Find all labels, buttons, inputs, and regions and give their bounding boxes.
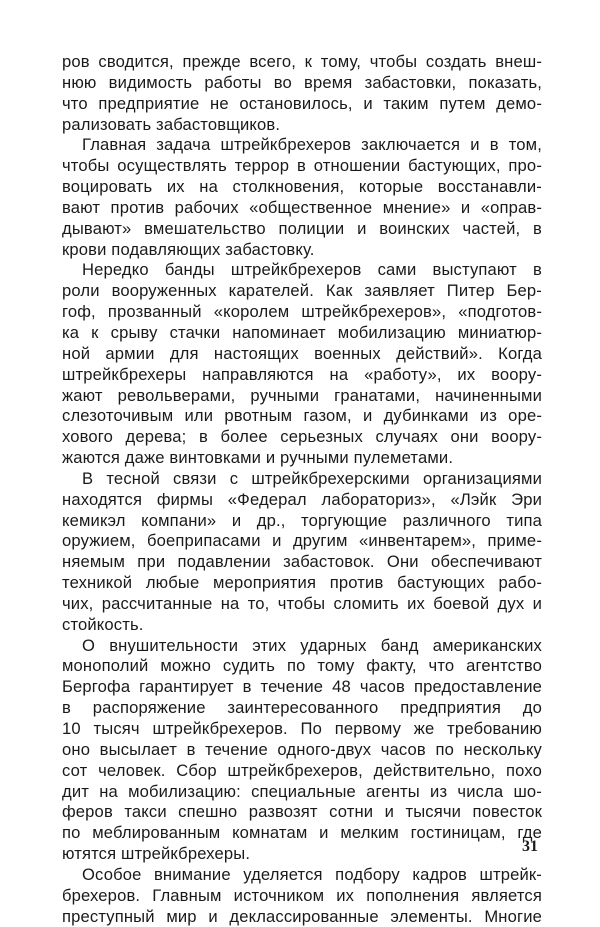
text-line: слезоточивым или рвотным газом, и дубинками из оре- <box>62 406 542 426</box>
text-line: в распоряжение заинтересованного предприятия до <box>62 698 542 718</box>
text-line: монополий можно судить по тому факту, что агентство <box>62 656 542 676</box>
text-line: ютятся штрейкбрехеры. <box>62 844 251 864</box>
text-line: стойкость. <box>62 614 144 634</box>
page-body <box>62 52 542 927</box>
text-line: штрейкбрехеры направляются на «работу», их воору- <box>62 364 542 384</box>
paragraph <box>62 260 542 468</box>
text-line: техникой любые мероприятия против бастующих рабо- <box>62 573 542 593</box>
text-line: крови подавляющих забастовку. <box>62 239 315 259</box>
text-line: феров такси спешно развозят сотни и тысячи повесток <box>62 802 542 822</box>
text-line: воцировать их на столкновения, которые восстанавли- <box>62 177 542 197</box>
text-line: няемым при подавлении забастовок. Они обеспечивают <box>62 552 542 572</box>
page-number: 31 <box>522 838 538 855</box>
text-line: ров сводится, прежде всего, к тому, чтобы создать внеш- <box>62 52 542 71</box>
text-line: хового дерева; в более серьезных случаях они воору- <box>62 427 542 447</box>
text-line: находятся фирмы «Федерал лабораториз», «Лэйк Эри <box>62 489 542 509</box>
text-line: роли вооруженных карателей. Как заявляет Питер Бер- <box>62 281 542 301</box>
text-line: нюю видимость работы во время забастовки, показать, <box>62 72 542 92</box>
text-line: 10 тысяч штрейкбрехеров. По первому же требованию <box>62 719 542 738</box>
paragraph <box>62 636 542 865</box>
text-line: рализовать забастовщиков. <box>62 114 281 134</box>
text-line: чтобы осуществлять террор в отношении бастующих, про- <box>62 156 542 176</box>
text-line: преступный мир и деклассированные элементы. Многие <box>62 906 542 926</box>
text-line: О внушительности этих ударных банд американских <box>82 635 542 655</box>
text-line: гоф, прозванный «королем штрейкбрехеров», «подготов- <box>62 302 542 322</box>
text-line: кемикэл компани» и др., торгующие различного типа <box>62 510 542 530</box>
paragraph <box>62 52 542 135</box>
text-line: Особое внимание уделяется подбору кадров штрейк- <box>82 864 542 884</box>
text-line: жают револьверами, ручными гранатами, начиненными <box>62 385 542 405</box>
text-line: оружием, боеприпасами и другим «инвентарем», приме- <box>62 531 542 551</box>
text-line: чих, рассчитанные на то, чтобы сломить их боевой дух и <box>62 593 542 613</box>
text-line: что предприятие не остановилось, и таким путем демо- <box>62 93 542 113</box>
text-line: ка к срыву стачки напоминает мобилизацию миниатюр- <box>62 322 542 342</box>
text-line: брехеров. Главным источником их пополнения является <box>62 885 542 905</box>
paragraph <box>62 135 542 260</box>
text-line: Бергофа гарантирует в течение 48 часов предоставление <box>62 677 542 697</box>
text-line: ной армии для настоящих военных действий». Когда <box>62 343 542 363</box>
paragraph <box>62 865 542 927</box>
text-line: оно высылает в течение одного-двух часов по нескольку <box>62 739 542 759</box>
text-line: Главная задача штрейкбрехеров заключается и в том, <box>82 135 542 155</box>
paragraph <box>62 469 542 636</box>
text-line: жаются даже винтовками и ручными пулеметами. <box>62 448 454 468</box>
text-line: по меблированным комнатам и мелким гостиницам, где <box>62 823 542 843</box>
text-line: дывают» вмешательство полиции и воинских частей, в <box>62 218 542 238</box>
text-line: дит на мобилизацию: специальные агенты из числа шо- <box>62 781 542 801</box>
text-line: Нередко банды штрейкбрехеров сами выступают в <box>82 260 542 280</box>
text-line: В тесной связи с штрейкбрехерскими организациями <box>82 468 542 488</box>
text-line: сот человек. Сбор штрейкбрехеров, действительно, похо <box>62 760 542 780</box>
text-line: вают против рабочих «общественное мнение» и «оправ- <box>62 197 542 217</box>
